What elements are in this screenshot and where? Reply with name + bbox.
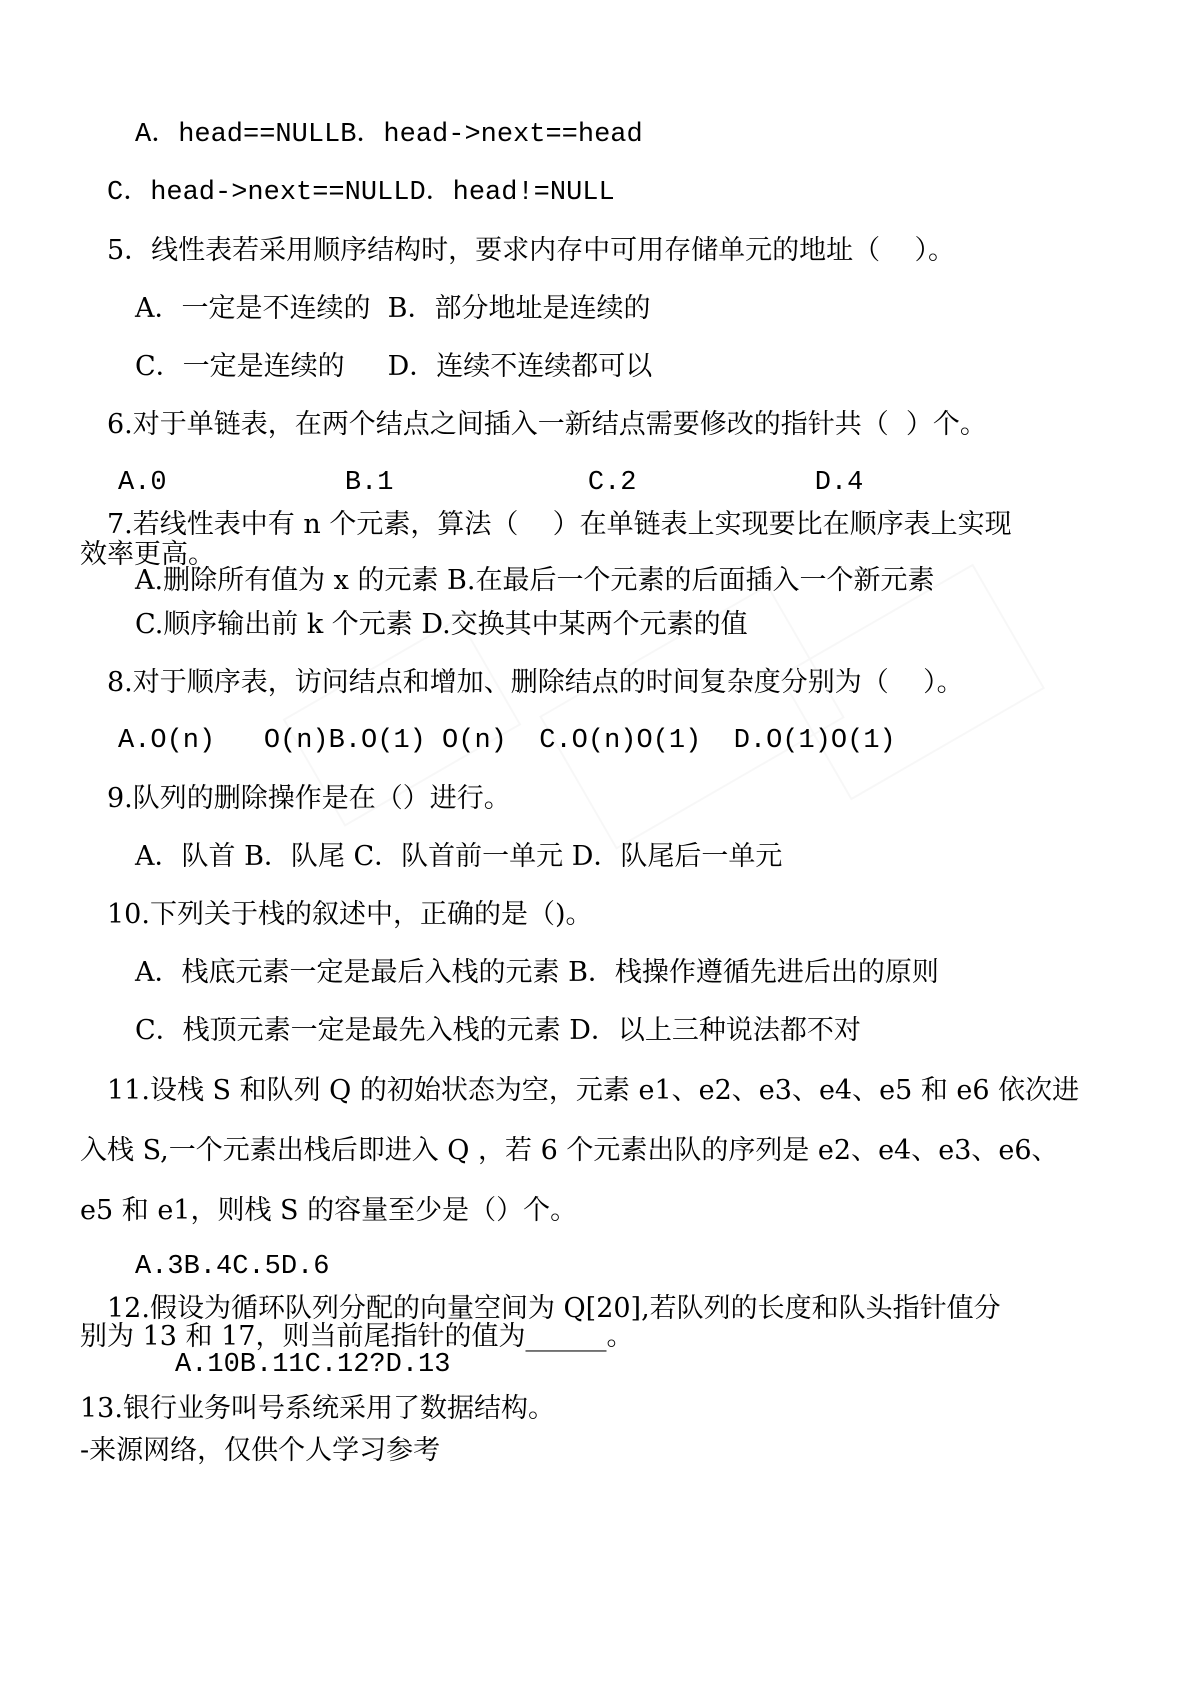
q7-options-ab: A.删除所有值为 x 的元素 B.在最后一个元素的后面插入一个新元素 [135, 565, 935, 596]
q7-options-cd: C.顺序输出前 k 个元素 D.交换其中某两个元素的值 [135, 609, 748, 640]
q7-stem-line2: 效率更高。 [80, 539, 215, 570]
q13-stem: 13.银行业务叫号系统采用了数据结构。 [80, 1393, 555, 1424]
q9-options: A．队首 B．队尾 C．队首前一单元 D．队尾后一单元 [135, 841, 783, 872]
q8-stem: 8.对于顺序表，访问结点和增加、删除结点的时间复杂度分别为（ ）。 [107, 667, 964, 698]
q4-options-cd: C．head->next==NULLD．head!=NULL [107, 178, 615, 208]
q11-stem-line2: 入栈 S,一个元素出栈后即进入 Q ，若 6 个元素出队的序列是 e2、e4、e3、e6、 [80, 1135, 1059, 1166]
q12-stem-line1: 12.假设为循环队列分配的向量空间为 Q[20],若队列的长度和队头指针值分 [107, 1293, 1001, 1324]
q8-options: A.O(n) O(n)B.O(1) O(n) C.O(n)O(1) D.O(1)O(1) [118, 726, 896, 756]
q11-options: A.3B.4C.5D.6 [135, 1252, 330, 1282]
q7-stem-line1: 7.若线性表中有 n 个元素，算法（ ）在单链表上实现要比在顺序表上实现 [107, 509, 1012, 540]
q9-stem: 9.队列的删除操作是在（）进行。 [107, 783, 511, 814]
source-note: -来源网络，仅供个人学习参考 [80, 1435, 441, 1466]
q10-options-cd: C．栈顶元素一定是最先入栈的元素 D．以上三种说法都不对 [135, 1015, 861, 1046]
q6-options: A.0 B.1 C.2 D.4 [118, 468, 864, 498]
q5-options-cd: C．一定是连续的 D．连续不连续都可以 [135, 351, 653, 382]
q12-stem-line2: 别为 13 和 17，则当前尾指针的值为______。 [80, 1321, 634, 1352]
q11-stem-line3: e5 和 e1，则栈 S 的容量至少是（）个。 [80, 1195, 578, 1226]
q10-options-ab: A．栈底元素一定是最后入栈的元素 B．栈操作遵循先进后出的原则 [135, 957, 939, 988]
q6-stem: 6.对于单链表，在两个结点之间插入一新结点需要修改的指针共（ ）个。 [107, 409, 987, 440]
q5-options-ab: A．一定是不连续的 B．部分地址是连续的 [135, 293, 651, 324]
q5-stem: 5．线性表若采用顺序结构时，要求内存中可用存储单元的地址（ ）。 [107, 235, 956, 266]
q12-options: A.10B.11C.12?D.13 [175, 1350, 451, 1380]
q4-options-ab: A．head==NULLB．head->next==head [135, 120, 643, 150]
q11-stem-line1: 11.设栈 S 和队列 Q 的初始状态为空，元素 e1、e2、e3、e4、e5 和 e6 依次进 [107, 1075, 1080, 1106]
q10-stem: 10.下列关于栈的叙述中，正确的是（)。 [107, 899, 593, 930]
